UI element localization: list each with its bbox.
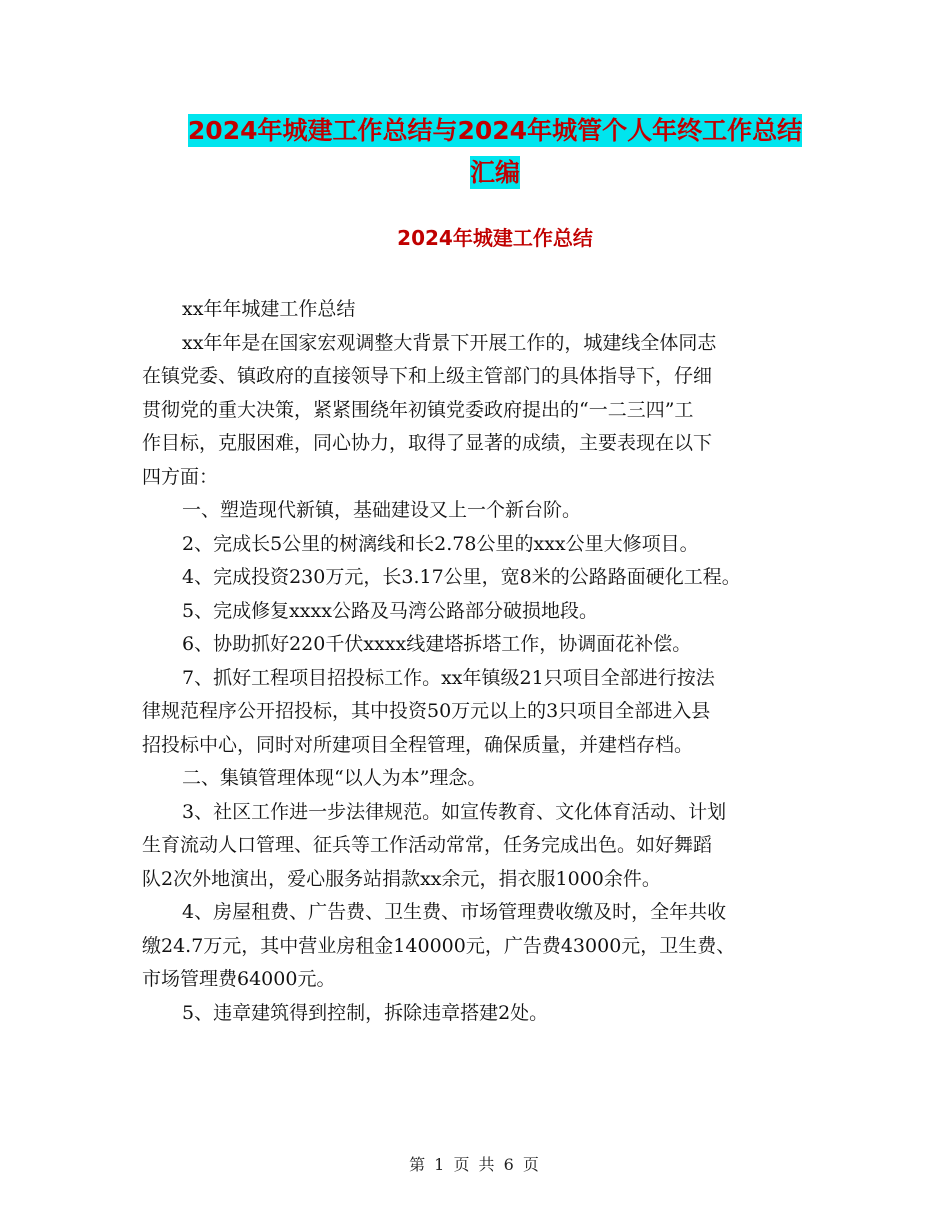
paragraph xyxy=(142,595,814,629)
paragraph-line: 生育流动人口管理、征兵等工作活动常常，任务完成出色。如好舞蹈 xyxy=(142,834,713,856)
paragraph-line: 招投标中心，同时对所建项目全程管理，确保质量，并建档存档。 xyxy=(142,733,694,756)
document-body xyxy=(142,293,814,1030)
paragraph-line: xx年年是在国家宏观调整大背景下开展工作的，城建线全体同志 xyxy=(182,331,717,354)
paragraph-line: 市场管理费64000元。 xyxy=(142,968,336,990)
paragraph xyxy=(142,662,814,763)
paragraph xyxy=(142,896,814,997)
paragraph xyxy=(142,762,814,796)
paragraph xyxy=(142,561,814,595)
paragraph-line: 缴24.7万元，其中营业房租金140000元，广告费43000元，卫生费、 xyxy=(142,934,736,957)
paragraph-line: 律规范程序公开招投标，其中投资50万元以上的3只项目全部进入县 xyxy=(142,700,711,722)
paragraph xyxy=(142,997,814,1031)
document-title-line1 xyxy=(140,111,850,151)
paragraph xyxy=(142,494,814,528)
paragraph-line: 二、集镇管理体现“以人为本”理念。 xyxy=(182,767,487,789)
paragraph-line: 四方面： xyxy=(142,465,219,488)
paragraph-line: 一、塑造现代新镇，基础建设又上一个新台阶。 xyxy=(182,499,582,521)
paragraph-line: 作目标，克服困难，同心协力，取得了显著的成绩，主要表现在以下 xyxy=(142,432,713,454)
paragraph xyxy=(142,293,814,327)
paragraph-line: 2、完成长5公里的树漓线和长2.78公里的xxx公里大修项目。 xyxy=(182,532,699,555)
paragraph-line: 5、完成修复xxxx公路及马湾公路部分破损地段。 xyxy=(182,599,598,622)
title-highlight: 2024年城建工作总结与2024年城管个人年终工作总结 xyxy=(187,116,803,145)
paragraph-line: 贯彻党的重大决策，紧紧围绕年初镇党委政府提出的“一二三四”工 xyxy=(142,398,694,421)
paragraph-line: 5、违章建筑得到控制，拆除违章搭建2处。 xyxy=(182,1001,549,1024)
paragraph-line: 4、房屋租费、广告费、卫生费、市场管理费收缴及时，全年共收 xyxy=(182,901,727,923)
paragraph-line: 6、协助抓好220千伏xxxx线建塔拆塔工作，协调面花补偿。 xyxy=(182,633,692,655)
paragraph xyxy=(142,628,814,662)
paragraph xyxy=(142,796,814,897)
paragraph-line: 4、完成投资230万元，长3.17公里，宽8米的公路路面硬化工程。 xyxy=(182,566,741,588)
paragraph xyxy=(142,528,814,562)
paragraph-line: 7、抓好工程项目招投标工作。xx年镇级21只项目全部进行按法 xyxy=(182,666,715,689)
paragraph-line: 在镇党委、镇政府的直接领导下和上级主管部门的具体指导下，仔细 xyxy=(142,365,713,387)
paragraph xyxy=(142,327,814,495)
document-title-line2 xyxy=(140,153,850,193)
paragraph-line: xx年年城建工作总结 xyxy=(182,298,356,320)
paragraph-line: 队2次外地演出，爱心服务站捐款xx余元，捐衣服1000余件。 xyxy=(142,867,661,890)
page-footer: 第 1 页 共 6 页 xyxy=(409,1155,541,1174)
title-highlight: 汇编 xyxy=(469,158,520,187)
section-title: 2024年城建工作总结 xyxy=(397,226,593,250)
paragraph-line: 3、社区工作进一步法律规范。如宣传教育、文化体育活动、计划 xyxy=(182,800,727,823)
